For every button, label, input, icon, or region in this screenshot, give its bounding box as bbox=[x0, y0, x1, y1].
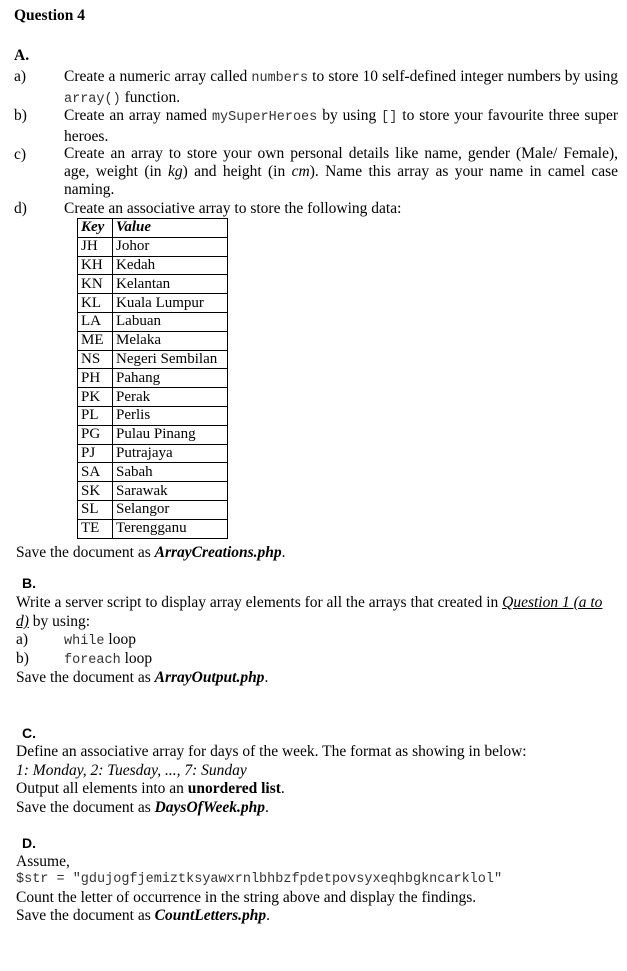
save-filename: DaysOfWeek.php bbox=[154, 799, 265, 816]
table-row bbox=[78, 275, 228, 294]
value-cell: Selangor bbox=[113, 500, 228, 519]
save-filename: ArrayCreations.php bbox=[154, 544, 282, 561]
value-cell: Kelantan bbox=[113, 275, 228, 294]
key-cell: PJ bbox=[78, 444, 113, 463]
save-filename: ArrayOutput.php bbox=[154, 669, 265, 686]
section-b-heading: B. bbox=[22, 575, 36, 591]
save-line-c: Save the document as DaysOfWeek.php. bbox=[16, 799, 269, 816]
item-b-a: a) while loop bbox=[16, 631, 136, 649]
item-label: d) bbox=[14, 200, 27, 217]
value-cell: Sabah bbox=[113, 463, 228, 482]
key-cell: SL bbox=[78, 500, 113, 519]
table-row bbox=[78, 519, 228, 538]
save-line-a: Save the document as ArrayCreations.php. bbox=[16, 544, 286, 561]
value-cell: Pulau Pinang bbox=[113, 425, 228, 444]
section-c-line-1: Define an associative array for days of the week. The format as showing in below: bbox=[16, 743, 527, 760]
key-cell: PG bbox=[78, 425, 113, 444]
item-label: c) bbox=[14, 146, 27, 163]
key-cell: SA bbox=[78, 463, 113, 482]
value-cell: Terengganu bbox=[113, 519, 228, 538]
value-cell: Melaka bbox=[113, 331, 228, 350]
table-row bbox=[78, 444, 228, 463]
save-line-b: Save the document as ArrayOutput.php. bbox=[16, 669, 269, 686]
section-c-line-3: Output all elements into an unordered list. bbox=[16, 780, 285, 797]
section-a-heading: A. bbox=[14, 47, 30, 64]
save-filename: CountLetters.php bbox=[154, 907, 267, 924]
table-row bbox=[78, 388, 228, 407]
key-cell: TE bbox=[78, 519, 113, 538]
key-cell: PL bbox=[78, 406, 113, 425]
item-a-b bbox=[14, 106, 618, 146]
key-cell: LA bbox=[78, 312, 113, 331]
table-row bbox=[78, 425, 228, 444]
table-row bbox=[78, 463, 228, 482]
item-b-b: b) foreach loop bbox=[16, 650, 153, 668]
section-d-line-1: Assume, bbox=[16, 853, 70, 870]
value-cell: Pahang bbox=[113, 369, 228, 388]
key-cell: PH bbox=[78, 369, 113, 388]
table-row bbox=[78, 369, 228, 388]
value-cell: Perlis bbox=[113, 406, 228, 425]
key-cell: KL bbox=[78, 294, 113, 313]
item-a-d bbox=[14, 199, 618, 218]
table-row bbox=[78, 500, 228, 519]
value-cell: Sarawak bbox=[113, 482, 228, 501]
question-reference: Question 1 (a to d) bbox=[16, 594, 603, 630]
table-row bbox=[78, 482, 228, 501]
value-cell: Kedah bbox=[113, 256, 228, 275]
item-a-c bbox=[14, 145, 618, 199]
item-a-a bbox=[14, 67, 618, 109]
key-cell: ME bbox=[78, 331, 113, 350]
item-text: Create an array named mySuperHeroes by using [] to store your favourite three super heroes. bbox=[64, 107, 618, 145]
section-c-heading: C. bbox=[22, 725, 36, 741]
key-cell: SK bbox=[78, 482, 113, 501]
table-row bbox=[78, 331, 228, 350]
table-row bbox=[78, 406, 228, 425]
table-row bbox=[78, 237, 228, 256]
section-c-line-2: 1: Monday, 2: Tuesday, ..., 7: Sunday bbox=[16, 762, 247, 779]
value-cell: Labuan bbox=[113, 312, 228, 331]
key-cell: NS bbox=[78, 350, 113, 369]
item-label: a) bbox=[14, 68, 27, 85]
value-cell: Perak bbox=[113, 388, 228, 407]
key-cell: PK bbox=[78, 388, 113, 407]
key-cell: KN bbox=[78, 275, 113, 294]
value-cell: Negeri Sembilan bbox=[113, 350, 228, 369]
section-d-heading: D. bbox=[22, 835, 36, 851]
table-row bbox=[78, 350, 228, 369]
section-b-text: Write a server script to display array elements for all the arrays that created in Question 1 (a to d) by using: bbox=[16, 594, 603, 630]
table-header-row bbox=[78, 219, 228, 238]
value-cell: Kuala Lumpur bbox=[113, 294, 228, 313]
value-cell: Putrajaya bbox=[113, 444, 228, 463]
key-cell: JH bbox=[78, 237, 113, 256]
item-text: Create an array to store your own personal details like name, gender (Male/ Female), age, weight (in kg) and height (in cm). Name this array as your name in camel case naming. bbox=[64, 145, 618, 198]
key-header: Key bbox=[78, 219, 113, 238]
key-cell: KH bbox=[78, 256, 113, 275]
table-row bbox=[78, 312, 228, 331]
states-table bbox=[77, 218, 228, 539]
item-text: Create an associative array to store the following data: bbox=[64, 200, 402, 217]
item-label: b) bbox=[14, 107, 27, 124]
section-d-code: $str = "gdujogfjemiztksyawxrnlbhbzfpdetpovsyxeqhbgkncarklol" bbox=[16, 872, 503, 887]
question-title: Question 4 bbox=[14, 7, 86, 24]
section-d-line-3: Count the letter of occurrence in the string above and display the findings. bbox=[16, 889, 477, 906]
table-row bbox=[78, 294, 228, 313]
value-header: Value bbox=[113, 219, 228, 238]
save-line-d: Save the document as CountLetters.php. bbox=[16, 907, 271, 924]
value-cell: Johor bbox=[113, 237, 228, 256]
table-row bbox=[78, 256, 228, 275]
item-text: Create a numeric array called numbers to store 10 self-defined integer numbers by using array() function. bbox=[64, 68, 618, 107]
